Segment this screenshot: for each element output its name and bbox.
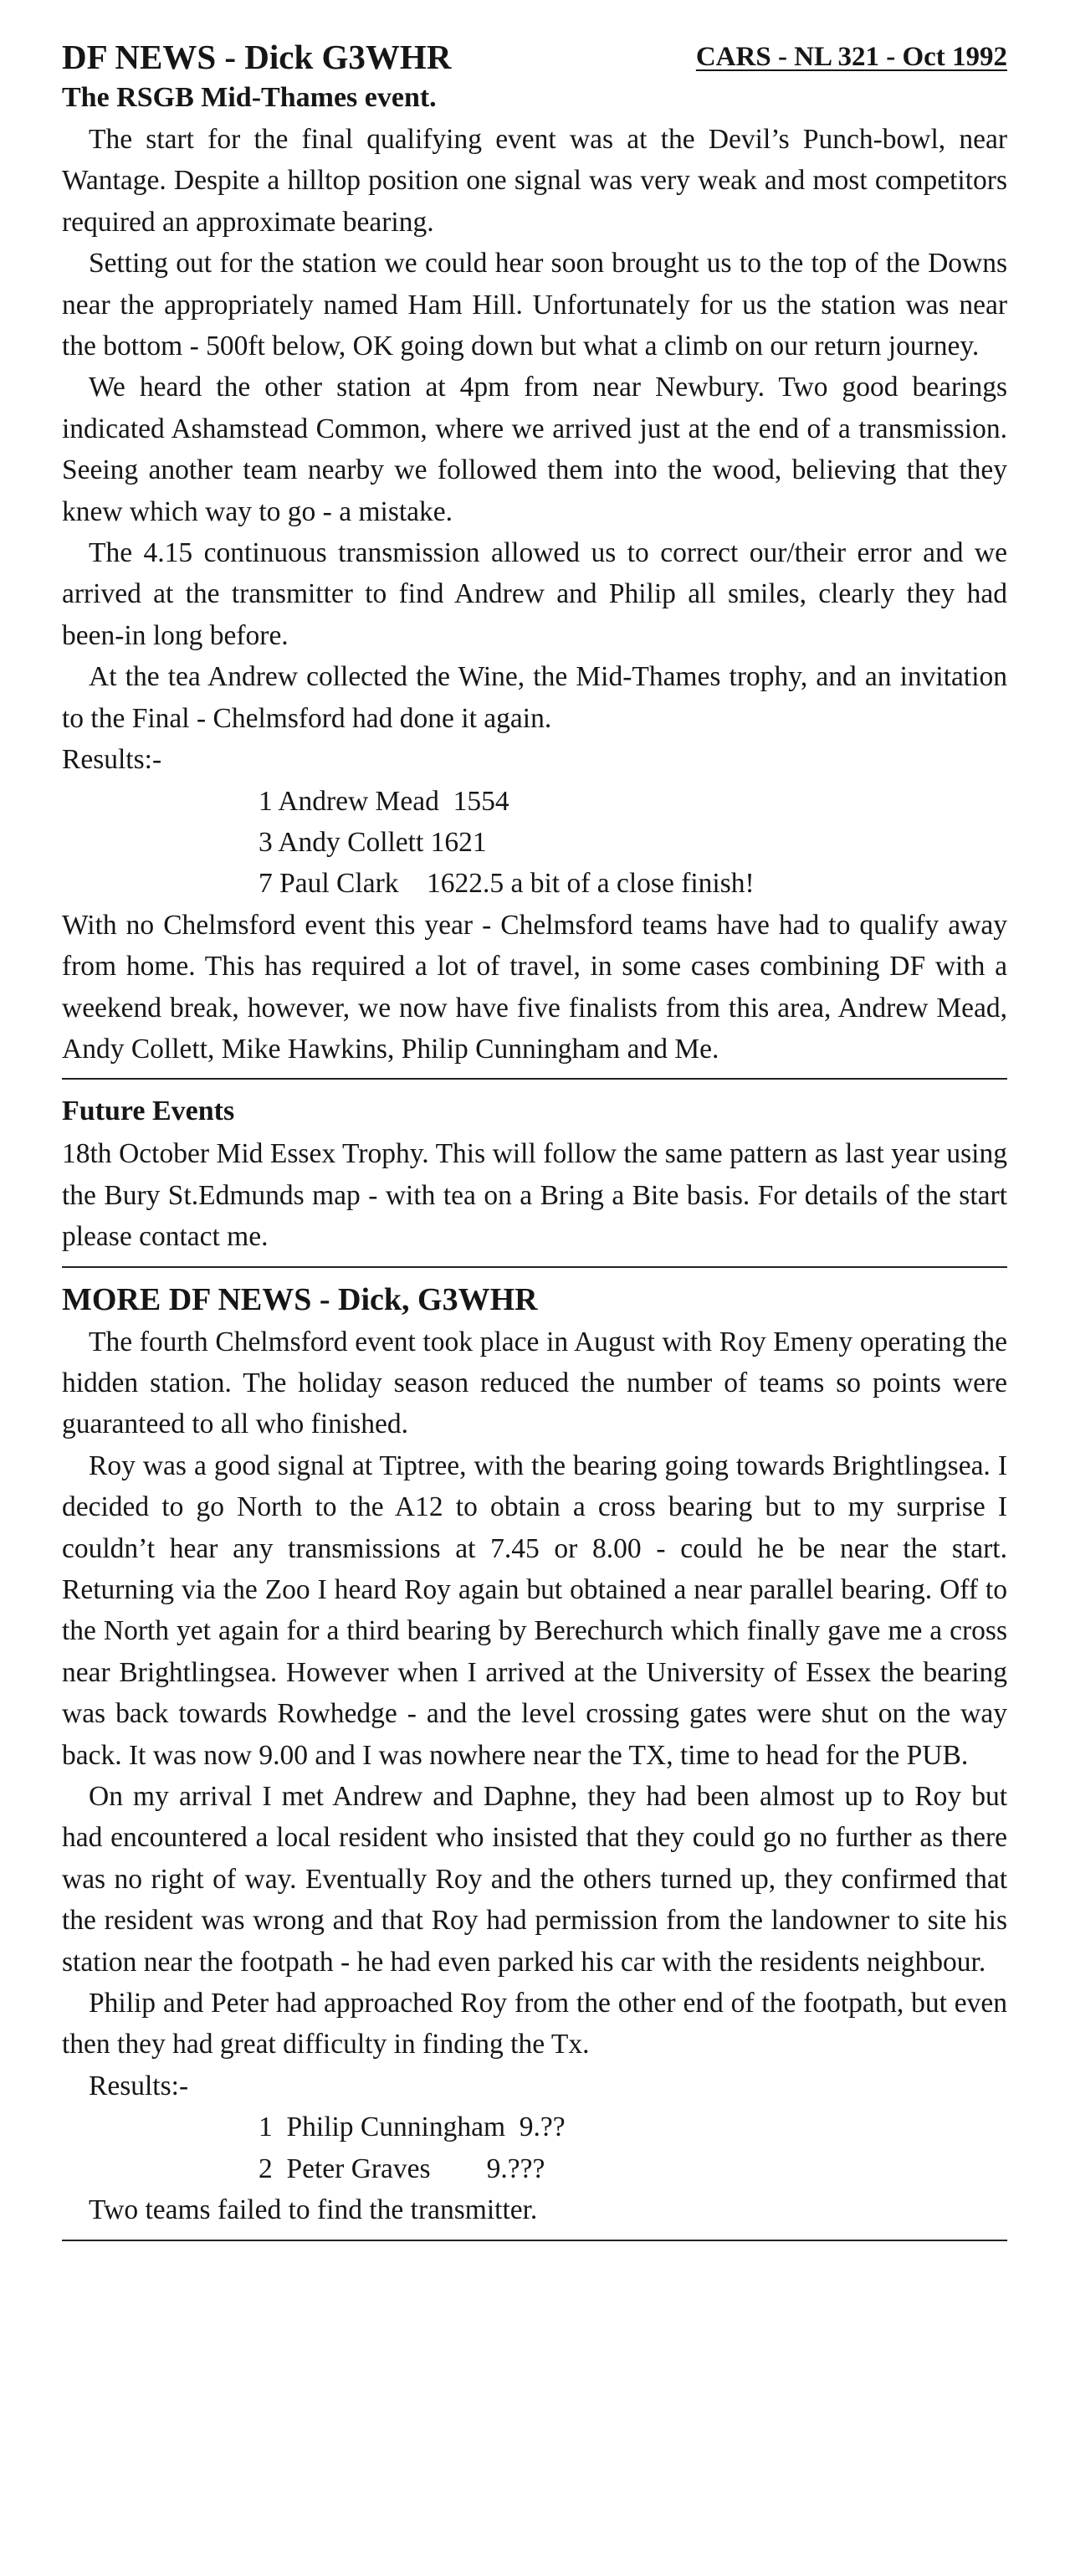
results-label: Results:- bbox=[62, 744, 162, 776]
paragraph: At the tea Andrew collected the Wine, the Mid-Thames trophy, and an invitation to the Final - Chelmsford had done it again. bbox=[62, 661, 1007, 734]
result-row: 1 Philip Cunningham 9.?? bbox=[259, 2112, 566, 2143]
section-divider bbox=[62, 2240, 1007, 2241]
paragraph: On my arrival I met Andrew and Daphne, they had been almost up to Roy but had encountered a local resident who insisted that they could go no further as there was no right of way. Eventually Roy and the others turned up, they confirmed that the resident was wrong and that Roy had permission from the landowner to site his station near the footpath - he had even parked his car with the residents neighbour. bbox=[62, 1781, 1007, 1978]
closing-line: Two teams failed to find the transmitter. bbox=[89, 2194, 538, 2226]
result-row: 1 Andrew Mead 1554 bbox=[259, 785, 509, 817]
paragraph: Roy was a good signal at Tiptree, with the bearing going towards Brightlingsea. I decided to go North to the A12 to obtain a cross bearing but to my surprise I couldn’t hear any transmissions at 7.45 or 8.00 - could he be near the start. Returning via the Zoo I heard Roy again but obtained a near parallel bearing. Off to the North yet again for a third bearing by Berechurch which finally gave me a cross near Brightlingsea. However when I arrived at the University of Essex the bearing was back towards Rowhedge - and the level crossing gates were shut on the way back. It was now 9.00 and I was nowhere near the TX, time to head for the PUB. bbox=[62, 1450, 1007, 1771]
result-row: 2 Peter Graves 9.??? bbox=[259, 2153, 545, 2184]
issue-label: CARS - NL 321 - Oct 1992 bbox=[695, 42, 1007, 72]
results-list bbox=[62, 781, 1007, 905]
column-title: DF NEWS - Dick G3WHR bbox=[62, 38, 452, 76]
newsletter-page bbox=[62, 37, 1007, 2251]
paragraph: We heard the other station at 4pm from near Newbury. Two good bearings indicated Ashamstead Common, where we arrived just at the end of a transmission. Seeing another team nearby we followed them into the wood, believing that they knew which way to go - a mistake. bbox=[62, 372, 1007, 527]
future-events bbox=[62, 1090, 1007, 1257]
article-mid-thames bbox=[62, 77, 1007, 1070]
article-more-df-news bbox=[62, 1278, 1007, 2231]
section-divider bbox=[62, 1078, 1007, 1080]
paragraph: The 4.15 continuous transmission allowed us to correct our/their error and we arrived at the transmitter to find Andrew and Philip all smiles, clearly they had been-in long before. bbox=[62, 537, 1007, 651]
masthead bbox=[62, 37, 1007, 77]
future-events-text: 18th October Mid Essex Trophy. This will follow the same pattern as last year using the Bury St.Edmunds map - with tea on a Bring a Bite basis. For details of the start please contact me. bbox=[62, 1138, 1007, 1253]
section-divider bbox=[62, 1266, 1007, 1268]
paragraph: Philip and Peter had approached Roy from the other end of the footpath, but even then they had great difficulty in finding the Tx. bbox=[62, 1988, 1007, 2060]
future-events-title: Future Events bbox=[62, 1096, 235, 1127]
result-row: 7 Paul Clark 1622.5 a bit of a close finish! bbox=[259, 868, 755, 900]
article-title: MORE DF NEWS - Dick, G3WHR bbox=[62, 1281, 538, 1317]
result-row: 3 Andy Collett 1621 bbox=[259, 826, 487, 858]
paragraph: Setting out for the station we could hear soon brought us to the top of the Downs near the appropriately named Ham Hill. Unfortunately for us the station was near the bottom - 500ft below, OK going down but what a climb on our return journey. bbox=[62, 248, 1007, 362]
results-label: Results:- bbox=[89, 2070, 189, 2101]
closing-paragraph: With no Chelmsford event this year - Chelmsford teams have had to qualify away from home. This has required a lot of travel, in some cases combining DF with a weekend break, however, we now have five finalists from this area, Andrew Mead, Andy Collett, Mike Hawkins, Philip Cunningham and Me. bbox=[62, 909, 1007, 1065]
paragraph: The start for the final qualifying event was at the Devil’s Punch-bowl, near Wantage. Despite a hilltop position one signal was very weak and most competitors required an approximate bearing. bbox=[62, 124, 1007, 238]
paragraph: The fourth Chelmsford event took place in August with Roy Emeny operating the hidden station. The holiday season reduced the number of teams so points were guaranteed to all who finished. bbox=[62, 1326, 1007, 1440]
article-subtitle: The RSGB Mid-Thames event. bbox=[62, 82, 437, 113]
results-list bbox=[62, 2106, 1007, 2189]
